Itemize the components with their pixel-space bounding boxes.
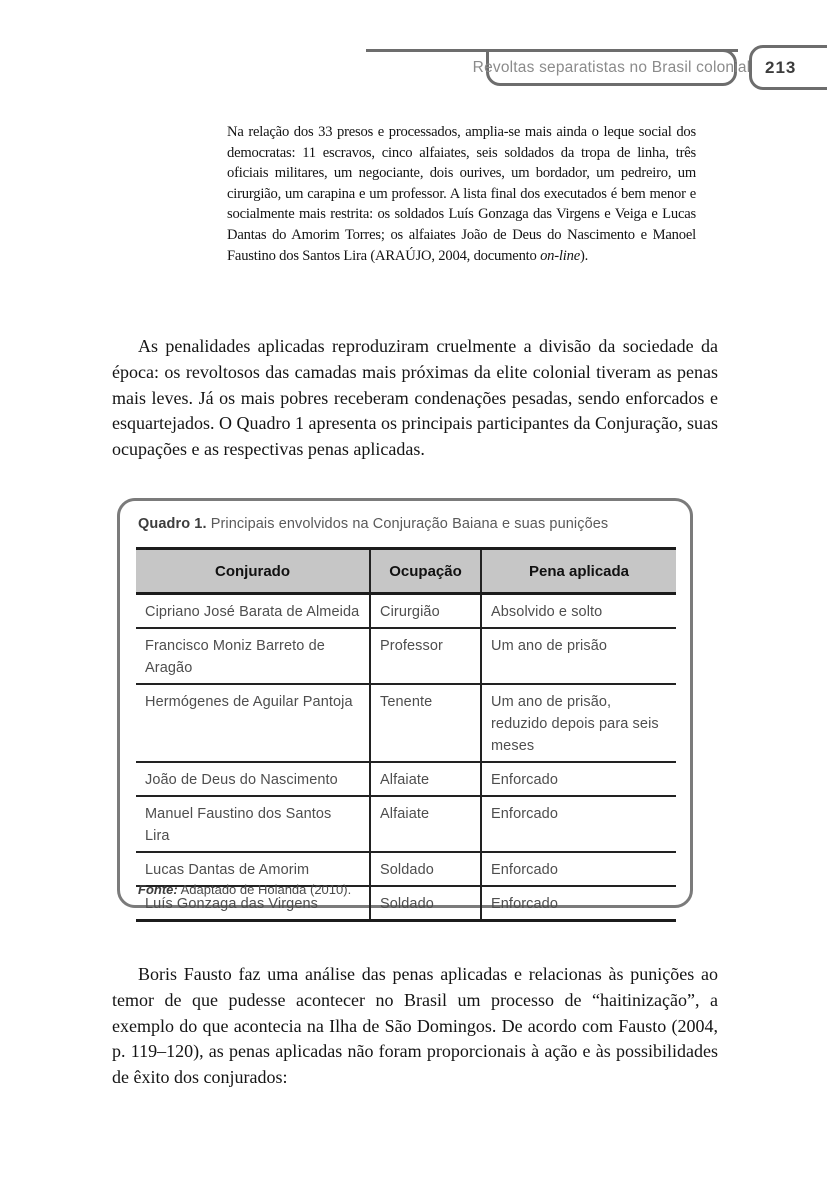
table-row	[136, 628, 676, 684]
cell-conjurado: João de Deus do Nascimento	[136, 762, 370, 796]
table-row	[136, 684, 676, 762]
column-header-conjurado: Conjurado	[136, 549, 370, 594]
cell-ocupacao: Soldado	[370, 852, 481, 886]
body-paragraph-2: Boris Fausto faz uma análise das penas aplicadas e relacionas às punições ao temor de que pudesse acontecer no Brasil um processo de “haitinização”, a exemplo do que acontecia na Ilha de São Domingos. De acordo com Fausto (2004, p. 119–120), as penas aplicadas não foram proporcionais à ação e às possibilidades de êxito dos conjurados:	[112, 964, 718, 1088]
chapter-title-box	[472, 49, 751, 86]
cell-ocupacao: Alfaiate	[370, 796, 481, 852]
cell-ocupacao: Tenente	[370, 684, 481, 762]
body-paragraph-1: As penalidades aplicadas reproduziram cruelmente a divisão da sociedade da época: os revoltosos das camadas mais próximas da elite colonial tiveram as penas mais leves. Já os mais pobres receberam condenações pesadas, sendo enforcados e esquartejados. O Quadro 1 apresenta os principais participantes da Conjuração, suas ocupações e as respectivas penas aplicadas.	[112, 336, 718, 460]
chapter-title: Revoltas separatistas no Brasil colonial	[472, 58, 751, 76]
cell-ocupacao: Cirurgião	[370, 594, 481, 629]
cell-pena: Enforcado	[481, 762, 676, 796]
cell-conjurado: Lucas Dantas de Amorim	[136, 852, 370, 886]
quadro-box	[117, 498, 693, 912]
cell-ocupacao: Soldado	[370, 886, 481, 921]
cell-conjurado: Manuel Faustino dos Santos Lira	[136, 796, 370, 852]
cell-pena: Absolvido e solto	[481, 594, 676, 629]
block-quote	[227, 122, 696, 266]
cell-pena: Um ano de prisão, reduzido depois para seis meses	[481, 684, 676, 762]
quadro-table	[136, 547, 676, 922]
quote-italic-term: on-line	[540, 247, 581, 264]
cell-conjurado: Cipriano José Barata de Almeida	[136, 594, 370, 629]
cell-pena: Um ano de prisão	[481, 628, 676, 684]
cell-ocupacao: Professor	[370, 628, 481, 684]
quadro-label: Quadro 1.	[138, 516, 207, 532]
page-number: 213	[765, 57, 797, 77]
source-text: Adaptado de Holanda (2010).	[177, 882, 352, 897]
source-label: Fonte:	[138, 882, 178, 897]
quote-text: Na relação dos 33 presos e processados, amplia-se mais ainda o leque social dos democratas: 11 escravos, cinco alfaiates, seis soldados da tropa de linha, três oficiais militares, um negociante, dois ourives, um bordador, um pedreiro, um cirurgião, um carapina e um professor. A lista final dos executados é bem menor e socialmente mais restrita: os soldados Luís Gonzaga das Virgens e Veiga e Lucas Dantas do Amorim Torres; os alfaiates João de Deus do Nascimento e Manoel Faustino dos Santos Lira (ARAÚJO, 2004, documento	[227, 124, 696, 264]
column-header-pena: Pena aplicada	[481, 549, 676, 594]
quote-closing: ).	[580, 247, 589, 264]
cell-ocupacao: Alfaiate	[370, 762, 481, 796]
cell-conjurado: Francisco Moniz Barreto de Aragão	[136, 628, 370, 684]
cell-pena: Enforcado	[481, 796, 676, 852]
column-header-ocupacao: Ocupação	[370, 549, 481, 594]
table-row	[136, 852, 676, 886]
table-row	[136, 762, 676, 796]
page-number-box	[749, 45, 827, 90]
quadro-source	[138, 882, 351, 897]
quadro-caption	[138, 516, 608, 532]
table-row	[136, 796, 676, 852]
cell-pena: Enforcado	[481, 886, 676, 921]
cell-pena: Enforcado	[481, 852, 676, 886]
quadro-caption-text: Principais envolvidos na Conjuração Baiana e suas punições	[206, 516, 609, 532]
cell-conjurado: Hermógenes de Aguilar Pantoja	[136, 684, 370, 762]
cell-conjurado: Luís Gonzaga das Virgens	[136, 886, 370, 921]
table-row	[136, 594, 676, 629]
table-header-row	[136, 549, 676, 594]
